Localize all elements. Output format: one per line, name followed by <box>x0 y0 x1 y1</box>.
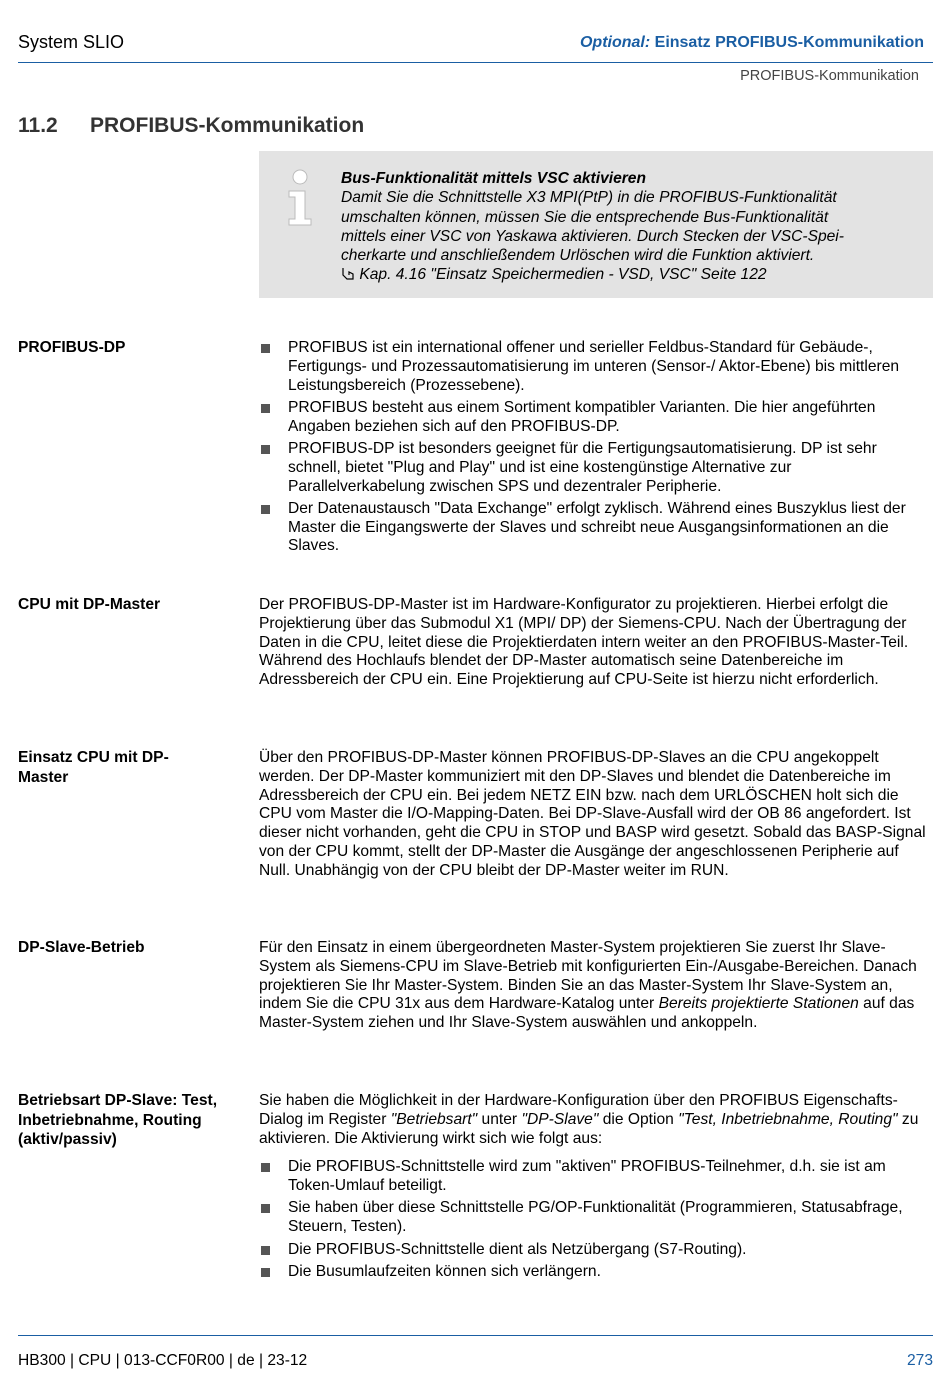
chapter-reference-text: Kap. 4.16 "Einsatz Speichermedien - VSD, VSC" Seite 122 <box>359 266 767 284</box>
betriebsart-intro <box>259 1092 931 1148</box>
betriebsart-block <box>259 1092 931 1285</box>
list-item: Die Busumlaufzeiten können sich verlängern. <box>259 1263 931 1282</box>
intro-part: unter <box>477 1110 522 1128</box>
intro-part: die Option <box>598 1110 679 1128</box>
header-chapter <box>580 34 924 52</box>
intro-emphasis: "Test, Inbetriebnahme, Routing" <box>678 1110 898 1128</box>
profibus-dp-list <box>259 339 931 556</box>
list-item: Der Datenaustausch "Data Exchange" erfolgt zyklisch. Während eines Buszyklus liest der Master die Eingangswerte der Slaves und schreibt neue Ausgangsinformationen an die Slaves. <box>259 500 931 556</box>
hand-pointer-icon <box>341 266 355 280</box>
list-item: PROFIBUS-DP ist besonders geeignet für die Fertigungsautomatisierung. DP ist sehr schnell, bietet "Plug and Play" und ist eine kostengünstige Alternative zur Parallelverkabelung zwischen SPS und dezentraler Peripherie. <box>259 440 931 496</box>
label-einsatz-cpu: Einsatz CPU mit DP-Master <box>18 749 169 786</box>
header-subsection: PROFIBUS-Kommunikation <box>740 68 919 84</box>
header-chapter-title: Einsatz PROFIBUS-Kommunikation <box>654 34 924 51</box>
cpu-dp-master-text: Der PROFIBUS-DP-Master ist im Hardware-Konfigurator zu projektieren. Hierbei erfolgt die Projektierung über das Submodul X1 (MPI/ DP) der Siemens-CPU. Nach der Übertragung der Daten in die CPU, leitet diese die Projektierdaten intern weiter an den PROFIBUS-Master-Teil. Während des Hochlaufs blendet der DP-Master automatisch seine Datenbereiche im Adressbereich der CPU ein. Eine Projektierung auf CPU-Seite ist hierzu nicht erforderlich. <box>259 596 909 689</box>
list-item: PROFIBUS ist ein international offener und serieller Feldbus-Standard für Gebäude-, Fertigungs- und Prozessautomatisierung im unteren (Sensor-/ Aktor-Ebene) bis mittleren Leistungsbereich (Prozessebene). <box>259 339 931 395</box>
label-dp-slave-betrieb: DP-Slave-Betrieb <box>18 939 145 956</box>
header-chapter-prefix: Optional: <box>579 34 651 51</box>
intro-part: zu aktivieren. Die Aktivierung wirkt sich wie folgt aus: <box>259 1110 919 1147</box>
list-item: Die PROFIBUS-Schnittstelle dient als Netzübergang (S7-Routing). <box>259 1241 931 1260</box>
chapter-reference-link[interactable] <box>341 265 911 284</box>
info-icon <box>283 169 317 229</box>
intro-emphasis: "Betriebsart" <box>390 1110 478 1128</box>
dp-slave-text-part: auf das Master-System ziehen und Ihr Slave-System auswählen und ankoppeln. <box>259 995 915 1032</box>
intro-emphasis: "DP-Slave" <box>521 1110 599 1128</box>
info-note-title: Bus-Funktionalität mittels VSC aktivieren <box>341 170 647 187</box>
footer-rule <box>18 1335 933 1336</box>
list-item: Sie haben über diese Schnittstelle PG/OP-Funktionalität (Programmieren, Statusabfrage, Steuern, Testen). <box>259 1199 931 1237</box>
dp-slave-betrieb-text <box>259 939 931 1033</box>
einsatz-cpu-text: Über den PROFIBUS-DP-Master können PROFIBUS-DP-Slaves an die CPU angekoppelt werden. Der DP-Master kommuniziert mit den DP-Slaves und blendet die Datenbereiche im Adressbereich der CPU ein. Bei jedem NETZ EIN bzw. nach dem URLÖSCHEN holt sich die CPU vom Master die I/O-Mapping-Daten. Bei DP-Slave-Ausfall wird der OB 86 angefordert. Ist dieser nicht vorhanden, geht die CPU in STOP und BASP wird gesetzt. Sobald das BASP-Signal von der CPU kommt, stellt der DP-Master die Ausgänge der angeschlossenen Peripherie auf Null. Unabhängig von der CPU bleibt der DP-Master weiter im RUN. <box>259 749 926 879</box>
info-note-box <box>259 151 933 298</box>
info-note-line: cherkarte und anschließendem Urlöschen wird die Funktion aktiviert. <box>341 247 815 265</box>
header-rule <box>18 62 933 63</box>
label-cpu-dp-master: CPU mit DP-Master <box>18 596 161 613</box>
info-note-line: mittels einer VSC von Yaskawa aktivieren. Durch Stecken der VSC-Spei- <box>341 227 844 245</box>
profibus-dp-list-block <box>259 339 931 560</box>
list-item: PROFIBUS besteht aus einem Sortiment kompatibler Varianten. Die hier angeführten Angaben beziehen sich auf den PROFIBUS-DP. <box>259 399 931 437</box>
info-note-line: umschalten können, müssen Sie die entsprechende Bus-Funktionalität <box>341 208 829 226</box>
betriebsart-list <box>259 1158 931 1281</box>
header-product: System SLIO <box>18 32 125 52</box>
dp-slave-text-part: Für den Einsatz in einem übergeordneten Master-System projektieren Sie zuerst Ihr Slave-System als Siemens-CPU im Slave-Betrieb mit konfigurierten Ein-/Ausgabe-Bereichen. Danach projektieren Sie Ihr Master-System. Binden Sie an das Master-System Ihr Slave-System an, indem Sie die CPU 31x aus dem Hardware-Katalog unter <box>259 939 917 1013</box>
label-betriebsart: Betriebsart DP-Slave: Test, Inbetriebnahme, Routing (aktiv/passiv) <box>18 1092 218 1148</box>
footer-page-number: 273 <box>906 1352 933 1369</box>
section-number: 11.2 <box>18 114 58 137</box>
intro-part: Sie haben die Möglichkeit in der Hardware-Konfiguration über den PROFIBUS Eigenschafts-Dialog im Register <box>259 1092 898 1128</box>
label-profibus-dp: PROFIBUS-DP <box>18 339 126 356</box>
list-item: Die PROFIBUS-Schnittstelle wird zum "aktiven" PROFIBUS-Teilnehmer, d.h. sie ist am Token-Umlauf beteiligt. <box>259 1158 931 1196</box>
footer-doc-id: HB300 | CPU | 013-CCF0R00 | de | 23-12 <box>18 1352 308 1369</box>
info-note-text <box>341 169 911 285</box>
dp-slave-text-emphasis: Bereits projektierte Stationen <box>658 995 859 1013</box>
info-note-line: Damit Sie die Schnittstelle X3 MPI(PtP) in die PROFIBUS-Funktionalität <box>341 189 837 207</box>
section-title: PROFIBUS-Kommunikation <box>90 114 365 137</box>
